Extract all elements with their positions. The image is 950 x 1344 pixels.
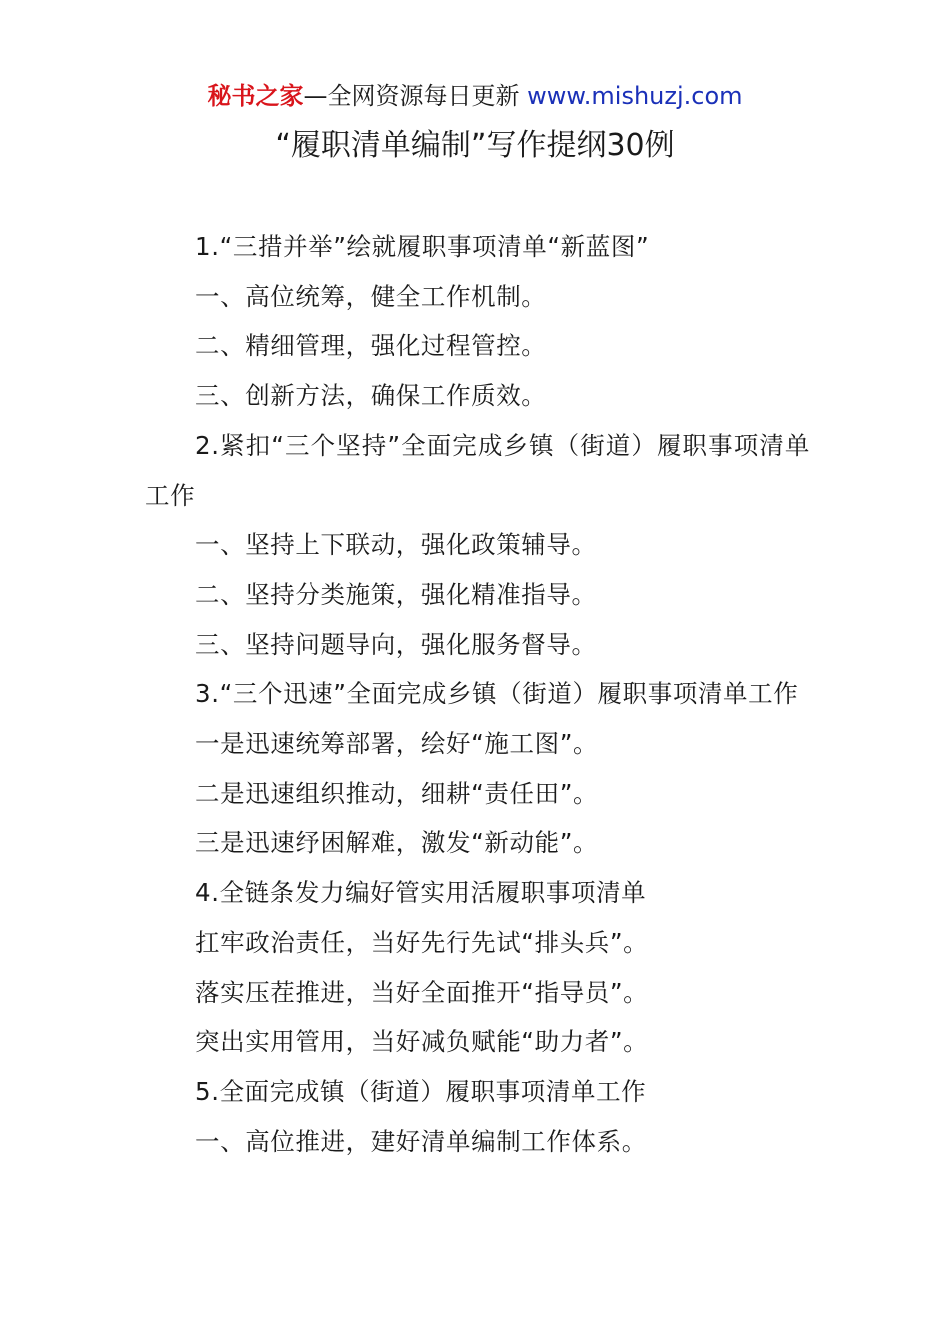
outline-point: 扛牢政治责任，当好先行先试“排头兵”。 bbox=[195, 927, 649, 957]
site-brand: 秘书之家 bbox=[207, 82, 304, 110]
outline-heading-1: 1.“三措并举”绘就履职事项清单“新蓝图” bbox=[195, 232, 650, 261]
site-header bbox=[0, 78, 950, 114]
outline-heading-3: 3.“三个迅速”全面完成乡镇（街道）履职事项清单工作 bbox=[195, 679, 799, 709]
document-body bbox=[145, 222, 810, 1166]
outline-point: 二、坚持分类施策，强化精准指导。 bbox=[195, 579, 597, 609]
outline-point: 三、创新方法，确保工作质效。 bbox=[195, 381, 547, 411]
outline-point: 突出实用管用，当好减负赋能“助力者”。 bbox=[195, 1027, 649, 1057]
outline-point: 一、高位推进，建好清单编制工作体系。 bbox=[195, 1126, 647, 1156]
outline-point: 一、坚持上下联动，强化政策辅导。 bbox=[195, 530, 597, 560]
outline-point: 二、精细管理，强化过程管控。 bbox=[195, 331, 547, 361]
outline-point: 一是迅速统筹部署，绘好“施工图”。 bbox=[195, 729, 599, 759]
outline-heading-4: 4.全链条发力编好管实用活履职事项清单 bbox=[195, 878, 647, 908]
outline-point: 三、坚持问题导向，强化服务督导。 bbox=[195, 629, 597, 659]
outline-point: 落实压茬推进，当好全面推开“指导员”。 bbox=[195, 977, 649, 1007]
outline-point: 二是迅速组织推动，细耕“责任田”。 bbox=[195, 778, 599, 808]
outline-point: 三是迅速纾困解难，激发“新动能”。 bbox=[195, 828, 599, 858]
outline-heading-2: 2.紧扣“三个坚持”全面完成乡镇（街道）履职事项清单工作 bbox=[145, 430, 810, 510]
outline-heading-5: 5.全面完成镇（街道）履职事项清单工作 bbox=[195, 1076, 647, 1106]
site-url-link[interactable]: www.mishuzj.com bbox=[527, 82, 743, 110]
outline-point: 一、高位统筹，健全工作机制。 bbox=[195, 281, 547, 311]
document-title: “履职清单编制”写作提纲30例 bbox=[275, 128, 675, 163]
site-tagline: —全网资源每日更新 bbox=[303, 82, 528, 110]
